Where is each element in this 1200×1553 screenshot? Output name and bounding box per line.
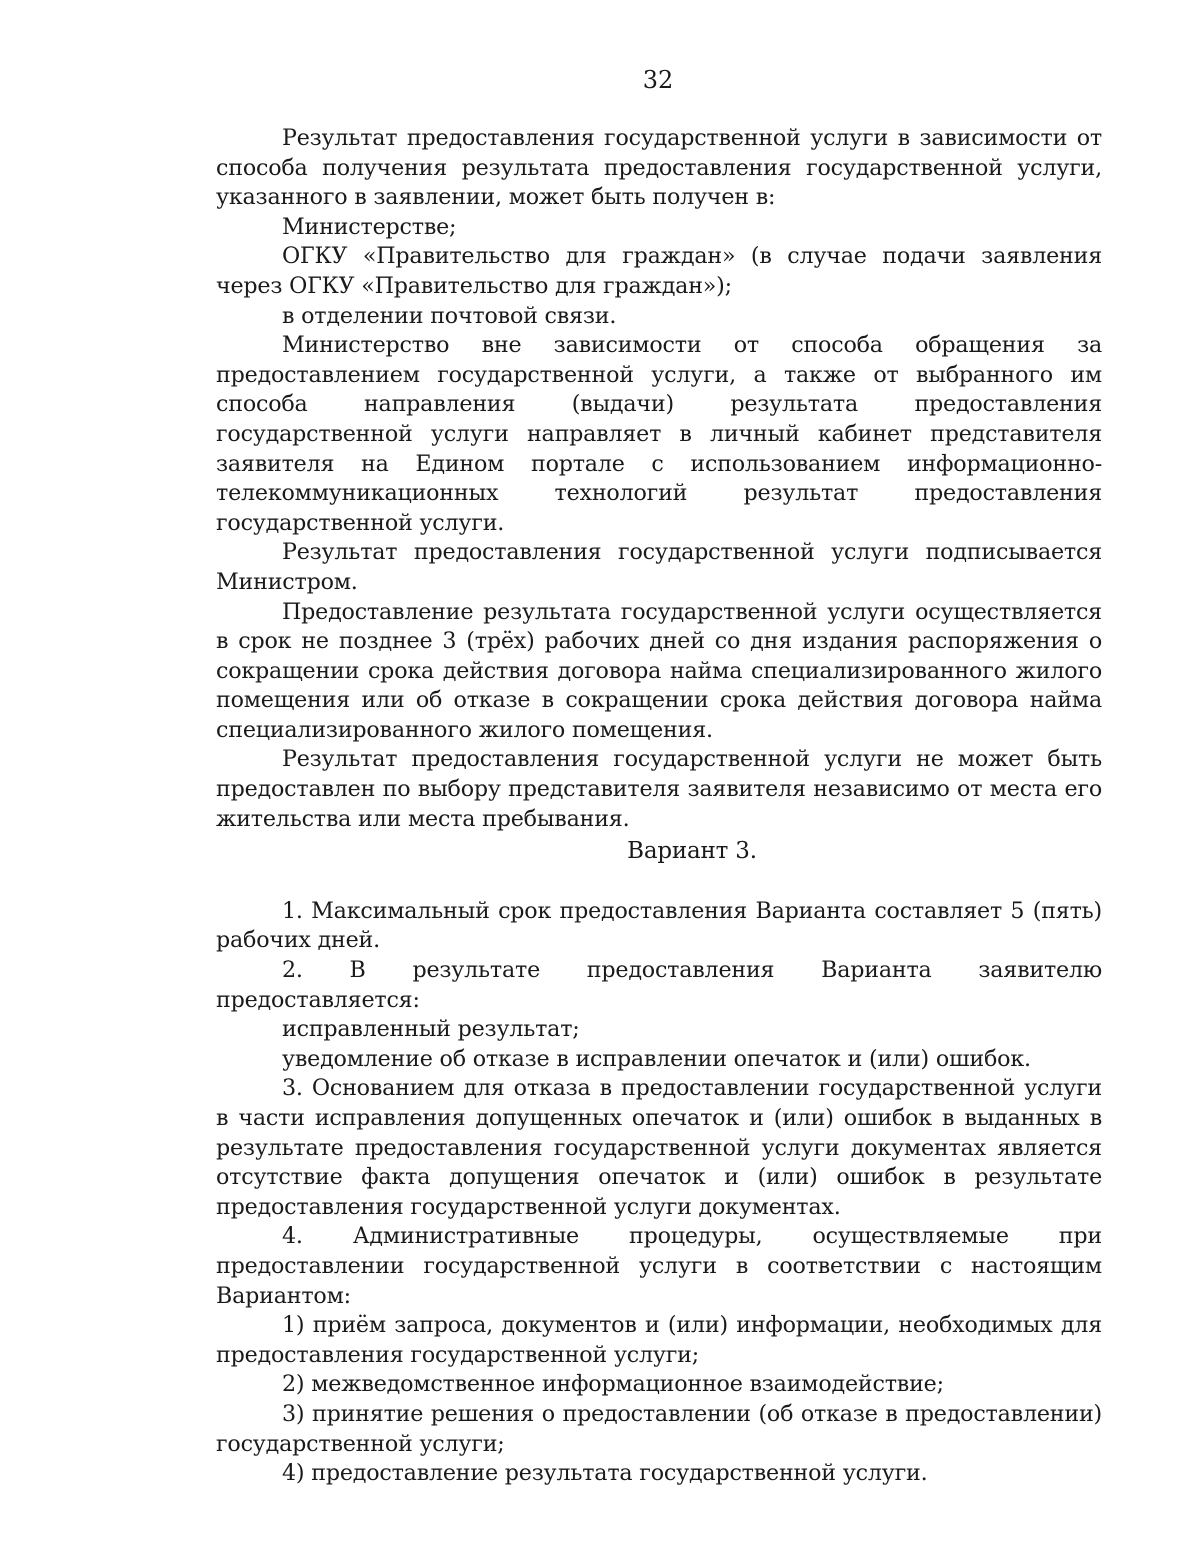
document-body xyxy=(216,124,1102,1489)
paragraph-ogku: ОГКУ «Правительство для граждан» (в случае подачи заявления через ОГКУ «Правительство для граждан»); xyxy=(216,243,1102,299)
procedure-item-3: 3) принятие решения о предоставлении (об отказе в предоставлении) государственной услуги; xyxy=(216,1400,1102,1457)
paragraph-personal-account: Министерство вне зависимости от способа обращения за предоставлением государственной услуги, а также от выбранного им способа направления (выдачи) результата предоставления государственной услуги направляет в личный кабинет представителя заявителя на Едином портале с использованием информационно-телекоммуникационных технологий результат предоставления государственной услуги. xyxy=(216,332,1102,536)
paragraph-result-channels: Результат предоставления государственной услуги в зависимости от способа получения результата предоставления государственной услуги, указанного в заявлении, может быть получен в: xyxy=(216,125,1102,211)
page-number: 32 xyxy=(642,66,674,94)
procedure-item-4: 4) предоставление результата государственной услуги. xyxy=(282,1460,928,1487)
paragraph-ministry: Министерстве; xyxy=(282,213,457,240)
procedure-item-2: 2) межведомственное информационное взаимодействие; xyxy=(282,1371,944,1398)
paragraph-deadline: Предоставление результата государственной услуги осуществляется в срок не позднее 3 (трёх) рабочих дней со дня издания распоряжения о сокращении срока действия договора найма специализированного жилого помещения или об отказе в сокращении срока действия договора найма специализированного жилого помещения. xyxy=(216,598,1102,743)
paragraph-post-office: в отделении почтовой связи. xyxy=(282,302,617,329)
procedure-item-1: 1) приём запроса, документов и (или) информации, необходимых для предоставления государственной услуги; xyxy=(216,1312,1102,1368)
paragraph-refusal-grounds: 3. Основанием для отказа в предоставлении государственной услуги в части исправления допущенных опечаток и (или) ошибок в выданных в результате предоставления государственной услуги документах является отсутствие факта допущения опечаток и (или) ошибок в результате предоставления государственной услуги документах. xyxy=(216,1075,1102,1220)
paragraph-refusal-notice: уведомление об отказе в исправлении опечаток и (или) ошибок. xyxy=(282,1045,1031,1072)
paragraph-corrected-result: исправленный результат; xyxy=(282,1016,580,1043)
paragraph-extraterritorial: Результат предоставления государственной услуги не может быть предоставлен по выбору представителя заявителя независимо от места его жительства или места пребывания. xyxy=(216,746,1102,832)
paragraph-provided: 2. В результате предоставления Варианта заявителю предоставляется: xyxy=(216,957,1102,1013)
paragraph-procedures: 4. Административные процедуры, осуществляемые при предоставлении государственной услуги в соответствии с настоящим Вариантом: xyxy=(216,1223,1102,1309)
paragraph-signature: Результат предоставления государственной услуги подписывается Министром. xyxy=(216,539,1102,595)
paragraph-max-term: 1. Максимальный срок предоставления Варианта составляет 5 (пять) рабочих дней. xyxy=(216,897,1102,954)
section-heading: Вариант 3. xyxy=(627,838,757,865)
